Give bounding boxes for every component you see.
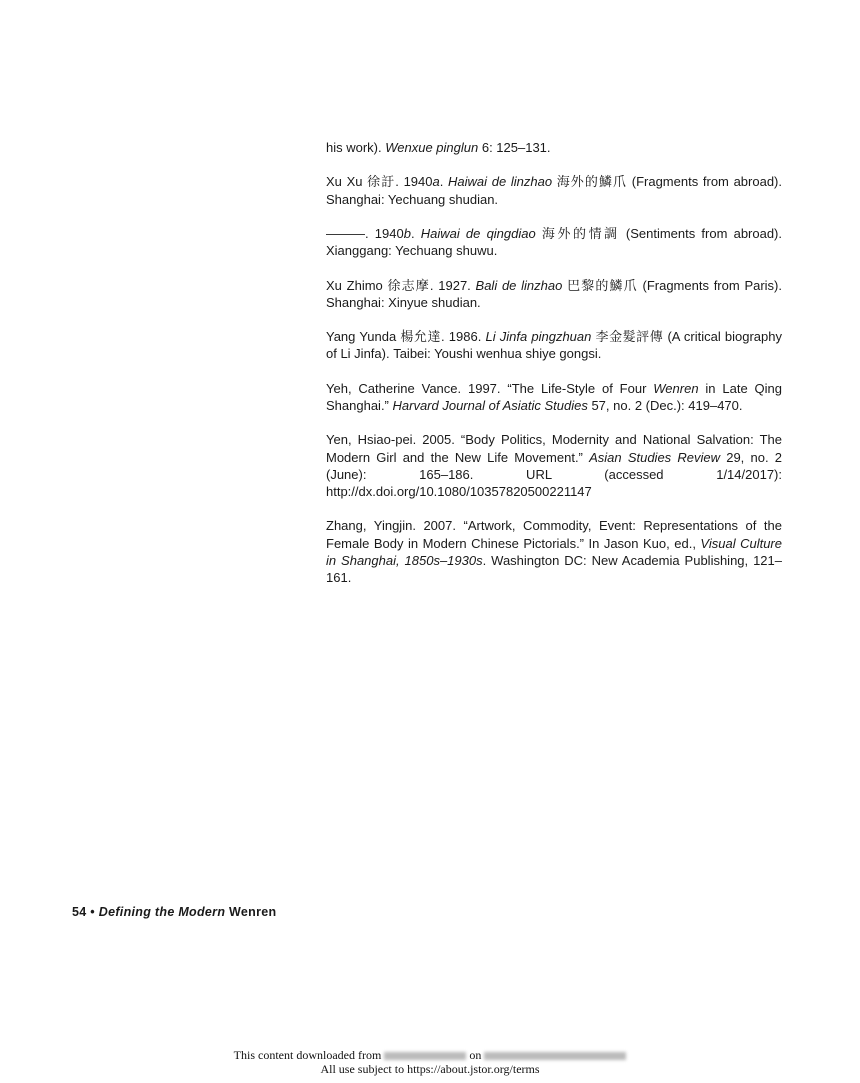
reference-text: .	[439, 174, 449, 190]
running-footer	[72, 905, 276, 919]
terms-line: All use subject to https://about.jstor.org/terms	[320, 1062, 540, 1076]
italic-title: a	[432, 174, 440, 190]
reference-text: Xu Zhimo 徐志摩. 1927.	[326, 277, 476, 293]
reference-text: 6: 125–131.	[478, 140, 551, 155]
reference-text: 57, no. 2 (Dec.): 419–470.	[587, 397, 743, 413]
reference-entry	[326, 328, 782, 362]
reference-entry	[326, 517, 782, 586]
download-line: This content downloaded from on	[0, 1048, 860, 1062]
reference-text: 巴黎的鱗爪 (Fragments from Paris). Shanghai: Xinyue shudian.	[326, 277, 782, 310]
reference-text: Xu Xu 徐訏. 1940	[326, 174, 433, 190]
reference-text: . Washington DC: New Academia Publishing, 121–161.	[326, 552, 782, 585]
reference-text: Zhang, Yingjin. 2007. “Artwork, Commodity, Event: Representations of the Female Body in Modern Chinese Pictorials.” In Jason Kuo, ed.,	[326, 518, 782, 551]
italic-title: Wenren	[653, 380, 699, 396]
reference-text: .	[410, 225, 421, 241]
reference-text: Yang Yunda 楊允達. 1986.	[326, 329, 486, 345]
reference-entry	[326, 380, 782, 414]
reference-entry	[326, 277, 782, 311]
italic-title: Haiwai de qingdiao	[420, 225, 536, 241]
italic-title: Visual Culture in Shanghai, 1850s–1930s	[326, 535, 782, 568]
reference-text: 李金髮評傳 (A critical biography of Li Jinfa). Taibei: Youshi wenhua shiye gongsi.	[326, 329, 782, 362]
jstor-notice	[0, 1048, 860, 1076]
italic-title: Bali de linzhao	[475, 277, 563, 293]
page-number: 54	[72, 905, 87, 919]
reference-text: 海外的情調 (Sentiments from abroad). Xianggang: Yechuang shuwu.	[326, 225, 783, 259]
reference-entry	[326, 431, 782, 500]
reference-text: his work).	[326, 140, 386, 155]
reference-text: ———. 1940	[326, 225, 404, 241]
reference-text: Yeh, Catherine Vance. 1997. “The Life-Style of Four	[326, 380, 654, 396]
reference-entry	[326, 173, 782, 207]
footer-separator: •	[86, 905, 99, 919]
redacted-date	[484, 1052, 626, 1060]
reference-text: 海外的鱗爪 (Fragments from abroad). Shanghai: Yechuang shudian.	[326, 174, 782, 207]
italic-title: Li Jinfa pingzhuan	[485, 329, 592, 345]
italic-title: Haiwai de linzhao	[448, 174, 553, 190]
reference-entry	[326, 139, 782, 156]
book-title-italic: Defining the Modern	[98, 905, 226, 919]
italic-title: Asian Studies Review	[589, 449, 721, 465]
italic-title: b	[403, 225, 411, 241]
reference-text: 29, no. 2 (June): 165–186. URL (accessed 1/14/2017): http://dx.doi.org/10.1080/10357820500221147	[326, 449, 783, 499]
italic-title: Wenxue pinglun	[385, 140, 479, 155]
reference-entry	[326, 225, 782, 259]
book-title-rest: Wenren	[225, 905, 277, 919]
reference-text: in Late Qing Shanghai.”	[326, 380, 782, 413]
redacted-ip	[384, 1052, 466, 1060]
reference-list	[326, 139, 782, 603]
reference-text: Yen, Hsiao-pei. 2005. “Body Politics, Modernity and National Salvation: The Modern Girl and the New Life Movement.”	[326, 432, 782, 465]
italic-title: Harvard Journal of Asiatic Studies	[392, 397, 588, 413]
